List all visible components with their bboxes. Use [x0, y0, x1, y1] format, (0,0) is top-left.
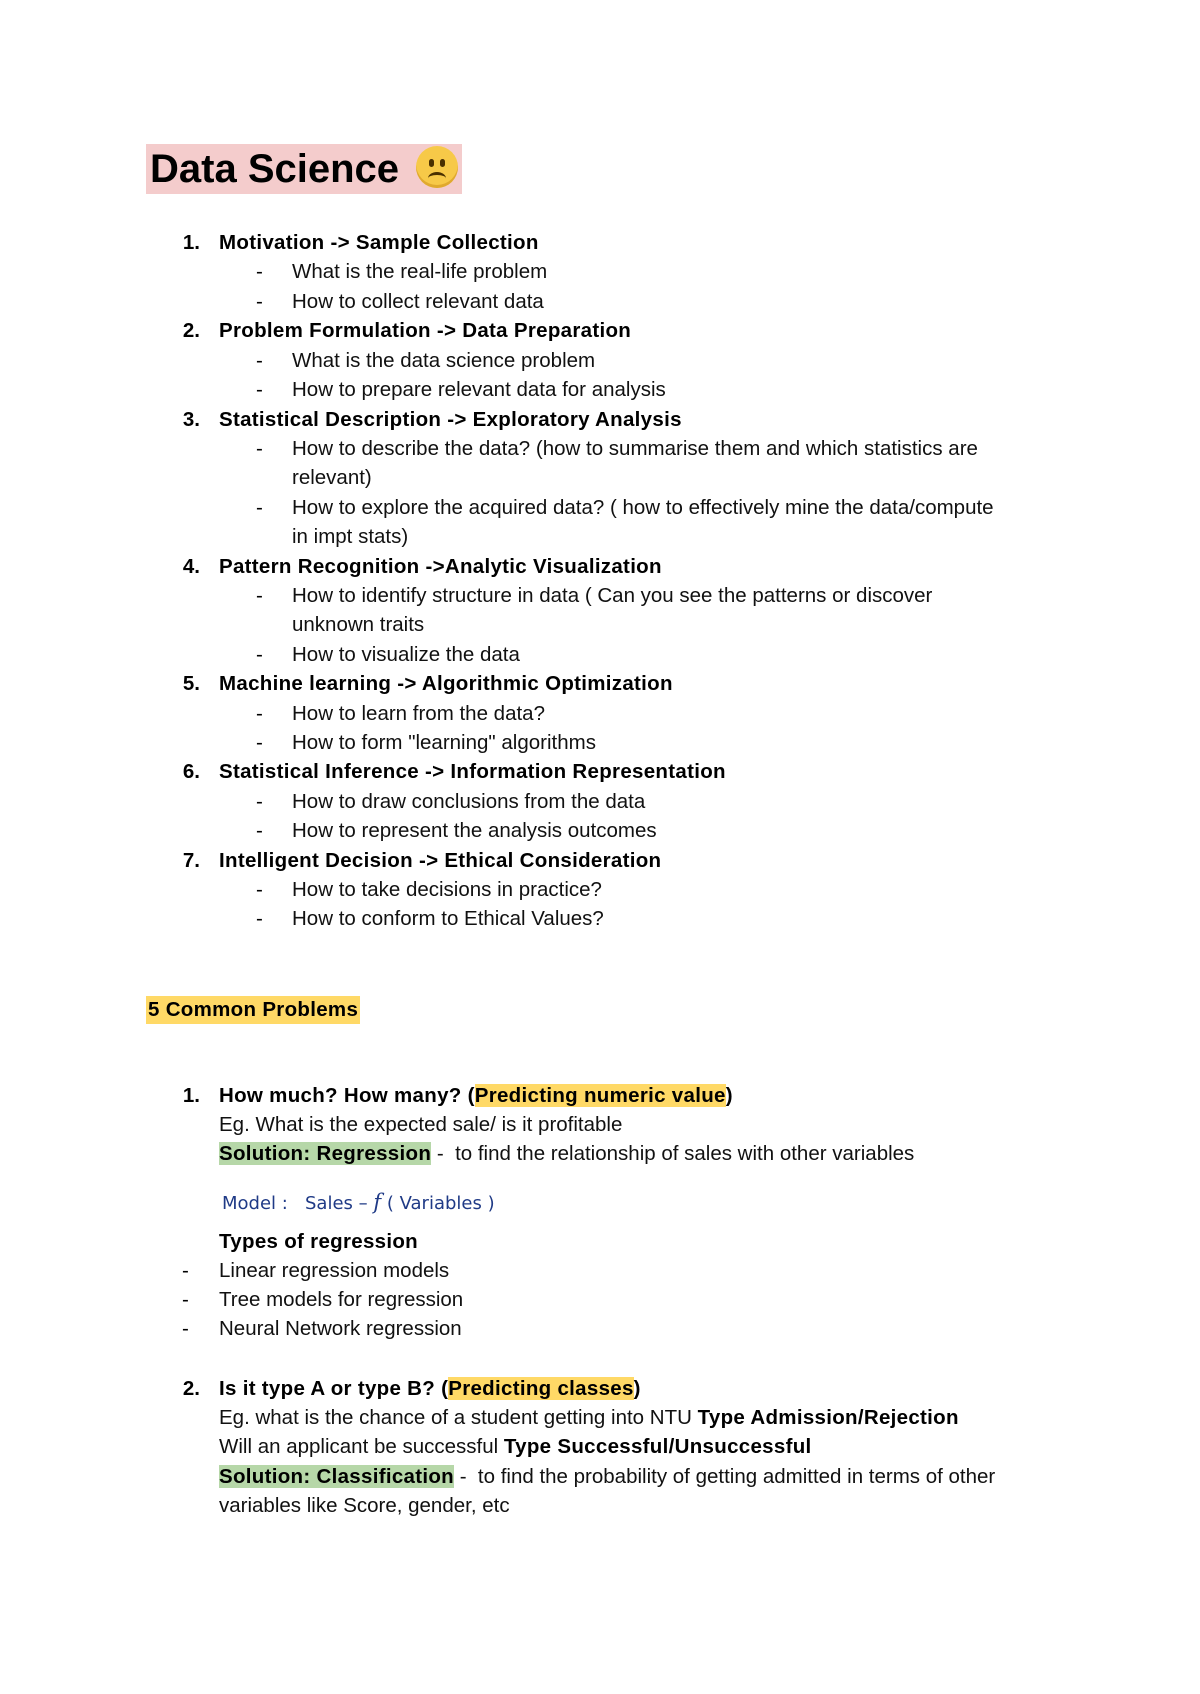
bullet-dash: - [256, 437, 263, 460]
step-bullet-cont: unknown traits [292, 613, 425, 636]
frowning-face-icon [416, 146, 458, 188]
step-heading: Pattern Recognition ->Analytic Visualization [219, 555, 662, 578]
step-bullet: How to represent the analysis outcomes [292, 819, 657, 842]
question-end: ) [725, 1084, 733, 1107]
step-bullet: How to identify structure in data ( Can you see the patterns or discover [292, 584, 933, 607]
problem-example [219, 1405, 959, 1431]
step-heading: Machine learning -> Algorithmic Optimization [219, 672, 673, 695]
step-bullet: What is the real-life problem [292, 260, 548, 283]
step-number: 1. [182, 231, 200, 254]
bullet-dash: - [182, 1317, 189, 1340]
step-bullet-cont: in impt stats) [292, 525, 409, 548]
problem-solution [219, 1464, 995, 1490]
bullet-dash: - [256, 643, 263, 666]
step-bullet: How to form "learning" algorithms [292, 731, 596, 754]
section-heading: 5 Common Problems [146, 996, 360, 1024]
question-highlight: Predicting numeric value [474, 1084, 726, 1107]
step-bullet: How to draw conclusions from the data [292, 790, 646, 813]
example-type: Type Successful/Unsuccessful [503, 1435, 812, 1458]
step-number: 6. [182, 760, 200, 783]
bullet-dash: - [256, 584, 263, 607]
step-heading: Problem Formulation -> Data Preparation [219, 319, 632, 342]
solution-text: - to find the probability of getting admitted in terms of other [454, 1465, 996, 1488]
example-text: Eg. what is the chance of a student getting into NTU [219, 1406, 698, 1429]
formula-left: Model : Sales – [222, 1193, 374, 1214]
step-number: 2. [182, 319, 200, 342]
solution-label: Solution: Classification [219, 1465, 454, 1488]
bullet-dash: - [256, 907, 263, 930]
type-item: Linear regression models [219, 1259, 450, 1282]
regression-formula [222, 1190, 495, 1214]
step-heading: Motivation -> Sample Collection [219, 231, 539, 254]
question-highlight: Predicting classes [448, 1377, 634, 1400]
question-text: How much? How many? ( [219, 1084, 475, 1107]
bullet-dash: - [256, 290, 263, 313]
solution-label: Solution: Regression [219, 1142, 432, 1165]
problem-number: 2. [182, 1377, 200, 1400]
bullet-dash: - [182, 1288, 189, 1311]
question-text: Is it type A or type B? ( [219, 1377, 449, 1400]
problem-number: 1. [182, 1084, 200, 1107]
step-bullet: What is the data science problem [292, 349, 596, 372]
step-bullet: How to visualize the data [292, 643, 520, 666]
step-heading: Statistical Inference -> Information Representation [219, 760, 726, 783]
bullet-dash: - [256, 496, 263, 519]
step-bullet: How to collect relevant data [292, 290, 544, 313]
bullet-dash: - [256, 790, 263, 813]
step-bullet: How to describe the data? (how to summarise them and which statistics are [292, 437, 978, 460]
bullet-dash: - [256, 819, 263, 842]
bullet-dash: - [256, 378, 263, 401]
solution-text: - to find the relationship of sales with other variables [431, 1142, 915, 1165]
step-number: 5. [182, 672, 200, 695]
step-bullet: How to take decisions in practice? [292, 878, 602, 901]
example-text: Will an applicant be successful [219, 1435, 504, 1458]
formula-right: ( Variables ) [381, 1193, 495, 1214]
problem-question [219, 1376, 641, 1402]
problem-question [219, 1083, 733, 1109]
step-bullet: How to conform to Ethical Values? [292, 907, 604, 930]
bullet-dash: - [256, 260, 263, 283]
problem-solution [219, 1141, 914, 1167]
type-item: Neural Network regression [219, 1317, 462, 1340]
bullet-dash: - [256, 731, 263, 754]
solution-text-cont: variables like Score, gender, etc [219, 1494, 510, 1517]
page-title [146, 144, 462, 194]
step-number: 4. [182, 555, 200, 578]
step-bullet: How to prepare relevant data for analysis [292, 378, 666, 401]
formula-function: f [373, 1190, 382, 1214]
step-heading: Statistical Description -> Exploratory Analysis [219, 408, 682, 431]
question-end: ) [633, 1377, 641, 1400]
example-type: Type Admission/Rejection [697, 1406, 959, 1429]
bullet-dash: - [256, 349, 263, 372]
step-bullet: How to learn from the data? [292, 702, 545, 725]
bullet-dash: - [256, 702, 263, 725]
type-item: Tree models for regression [219, 1288, 464, 1311]
types-heading: Types of regression [219, 1230, 418, 1253]
step-bullet-cont: relevant) [292, 466, 372, 489]
step-bullet: How to explore the acquired data? ( how to effectively mine the data/compute [292, 496, 994, 519]
step-number: 3. [182, 408, 200, 431]
step-number: 7. [182, 849, 200, 872]
title-text: Data Science [150, 147, 400, 191]
step-heading: Intelligent Decision -> Ethical Consideration [219, 849, 662, 872]
problem-example [219, 1434, 812, 1460]
bullet-dash: - [182, 1259, 189, 1282]
bullet-dash: - [256, 878, 263, 901]
problem-example: Eg. What is the expected sale/ is it profitable [219, 1113, 623, 1136]
